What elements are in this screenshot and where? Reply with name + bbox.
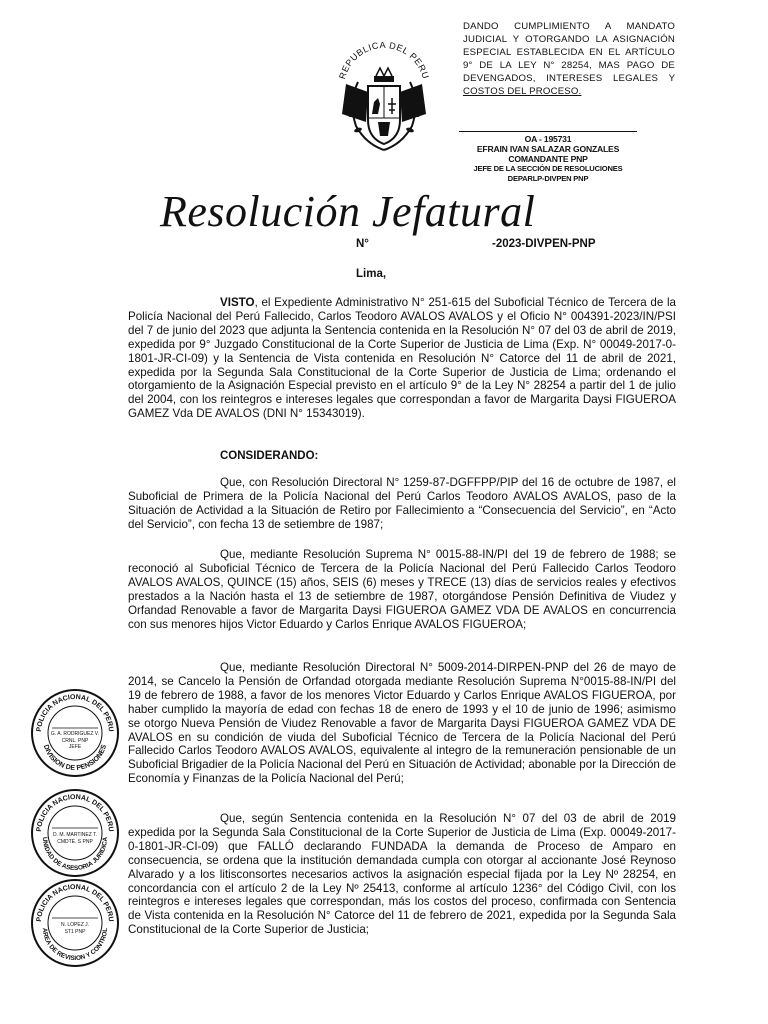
seal-officer-rank: CRNL. PNP — [61, 738, 89, 744]
visto-paragraph — [128, 296, 676, 421]
seal-officer-role: JEFE — [68, 744, 82, 750]
resolution-number-code: -2023-DIVPEN-PNP — [492, 238, 596, 250]
signature-code: OA - 195731 — [524, 134, 572, 144]
place-label: Lima, — [356, 268, 387, 280]
seal-asesoria-juridica — [30, 788, 120, 878]
seal-bottom-text: AREA DE REVISION Y CONTROL — [40, 927, 110, 963]
resolution-number-label: N° — [356, 238, 369, 250]
seal-officer-name: N. LOPEZ J. — [60, 922, 90, 928]
resolution-subject — [463, 20, 675, 98]
signature-line — [459, 131, 637, 132]
seal-revision-control — [30, 878, 120, 968]
svg-text:REPUBLICA DEL PERU — [337, 40, 431, 80]
considerando-heading: CONSIDERANDO: — [220, 450, 319, 462]
subject-text: DANDO CUMPLIMIENTO A MANDATO JUDICIAL Y OTORGANDO LA ASIGNACIÓN ESPECIAL ESTABLECIDA EN EL ARTÍCULO 9° DE LA LEY N° 28254, MAS PAGO DE DEVENGADOS, INTERESES LEGALES Y — [463, 21, 675, 84]
signature-block — [459, 134, 637, 184]
seal-officer-rank: CMDTE. S PNP — [57, 839, 93, 845]
emblem-caption: REPUBLICA DEL PERU — [337, 39, 431, 81]
seal-officer-name: D. M. MARTINEZ T. — [53, 832, 97, 838]
signature-unit: DEPARLP-DIVPEN PNP — [507, 174, 589, 183]
considerando-paragraph: Que, con Resolución Directoral N° 1259-87-DGFFPP/PIP del 16 de octubre de 1987, el Suboficial de Primera de la Policía Nacional del Perú Carlos Teodoro AVALOS AVALOS, paso de la Situación de Actividad a la Situación de Retiro por Fallecimiento a “Consecuencia del Servicio”, en “Acto del Servicio”, con fecha 13 de setiembre de 1987; — [128, 476, 676, 531]
seal-ring-text: POLICIA NACIONAL DEL PERU — [35, 693, 115, 733]
seal-bottom-text: UNIDAD DE ASESORIA JURIDICA — [40, 836, 110, 873]
signature-name: EFRAIN IVAN SALAZAR GONZALES — [476, 144, 620, 154]
subject-last-line: COSTOS DEL PROCESO. — [463, 86, 582, 97]
signature-position: JEFE DE LA SECCIÓN DE RESOLUCIONES — [473, 164, 623, 173]
visto-text: , el Expediente Administrativo N° 251-615 del Suboficial Técnico de Tercera de la Policía Nacional del Perú Fallecido, Carlos Teodoro AVALOS AVALOS y el Oficio N° 004391-2023/IN/PSI del 7 de junio del 2023 que adjunta la Sentencia contenida en la Resolución N° 07 del 03 de abril de 2019, expedida por 9° Juzgado Constitucional de la Corte Superior de Justicia de Lima (Exp. N° 00049-2017-0-1801-JR-CI-09) y la Sentencia de Vista contenida en Resolución N° Catorce del 11 de abril de 2021, expedida por la Segunda Sala Constitucional de la Corte Superior de Justicia de Lima; ordenando el otorgamiento de la Asignación Especial previsto en el artículo 9° de la Ley N° 28254 a partir del 1 de julio del 2004, con los reintegros e intereses legales que correspondan a favor de Margarita Daysi FIGUEROA GAMEZ Vda DE AVALOS (DNI N° 15343019). — [128, 296, 676, 421]
seal-ring-text: POLICIA NACIONAL DEL PERU — [35, 793, 115, 833]
considerando-paragraph: Que, mediante Resolución Suprema N° 0015-88-IN/PI del 19 de febrero de 1988; se reconoció al Suboficial Técnico de Tercera de la Policía Nacional del Perú Fallecido Carlos Teodoro AVALOS AVALOS, QUINCE (15) años, SEIS (6) meses y TRECE (13) días de servicios reales y efectivos prestados a la Nación hasta el 13 de setiembre de 1987, otorgándose Pensión Definitiva de Viudez y Orfandad Renovable a favor de Margarita Daysi FIGUEROA GAMEZ VDA DE AVALOS en concurrencia con sus menores hijos Victor Eduardo y Carlos Enrique AVALOS FIGUEROA; — [128, 548, 676, 631]
national-emblem — [322, 22, 446, 162]
seal-ring-text: POLICIA NACIONAL DEL PERU — [35, 883, 115, 923]
visto-lead: VISTO — [220, 296, 255, 309]
seal-pensiones — [30, 688, 120, 778]
signature-rank: COMANDANTE PNP — [508, 154, 588, 164]
seal-officer-rank: ST1 PNP — [64, 929, 86, 935]
seal-bottom-text: DIVISION DE PENSIONES — [41, 743, 109, 773]
considerando-paragraph: Que, mediante Resolución Directoral N° 5009-2014-DIRPEN-PNP del 26 de mayo de 2014, se Cancelo la Pensión de Orfandad otorgada mediante Resolución Suprema N°0015-88-IN/PI del 19 de febrero de 1988, a favor de los menores Victor Eduardo y Carlos Enrique AVALOS FIGUEROA, por haber cumplido la mayoría de edad con fechas 18 de enero de 1993 y el 10 de junio de 1996; asimismo se otorgo Nueva Pensión de Viudez Renovable a favor de Margarita Daysi FIGUEROA GAMEZ VDA DE AVALOS en su condición de viuda del Suboficial Técnico de Tercera de la Policía Nacional del Perú Fallecido Carlos Teodoro AVALOS AVALOS, equivalente al integro de la remuneración pensionable de un Suboficial Brigadier de la Policía Nacional del Perú en Situación de Actividad; abonable por la Dirección de Economía y Finanzas de la Policía Nacional del Perú; — [128, 661, 676, 786]
seal-officer-name: G. A. RODRIGUEZ V. — [50, 731, 100, 737]
considerando-paragraph: Que, según Sentencia contenida en la Resolución N° 07 del 03 de abril de 2019 expedida por la Segunda Sala Constitucional de la Corte Superior de Justicia de Lima (Exp. 00049-2017-0-1801-JR-CI-09) que FALLÓ declarando FUNDADA la demanda de Proceso de Amparo en consecuencia, se ordena que la institución demandada cumpla con otorgar al accionante José Reynoso Alvarado y a los litisconsortes necesarios activos la asignación especial fijada por la Ley Nº 28254, en concordancia con el artículo 2 de la Ley Nº 25413, conforme al artículo 1236° del Código Civil, con los reintegros e intereses legales que correspondan, más los costos del proceso, confirmada con Sentencia de Vista contenida en la Resolución N° Catorce del 11 de febrero de 2021, expedida por la Segunda Sala Constitucional de la Corte Superior de Justicia; — [128, 812, 676, 937]
document-title: Resolución Jefatural — [160, 187, 536, 236]
